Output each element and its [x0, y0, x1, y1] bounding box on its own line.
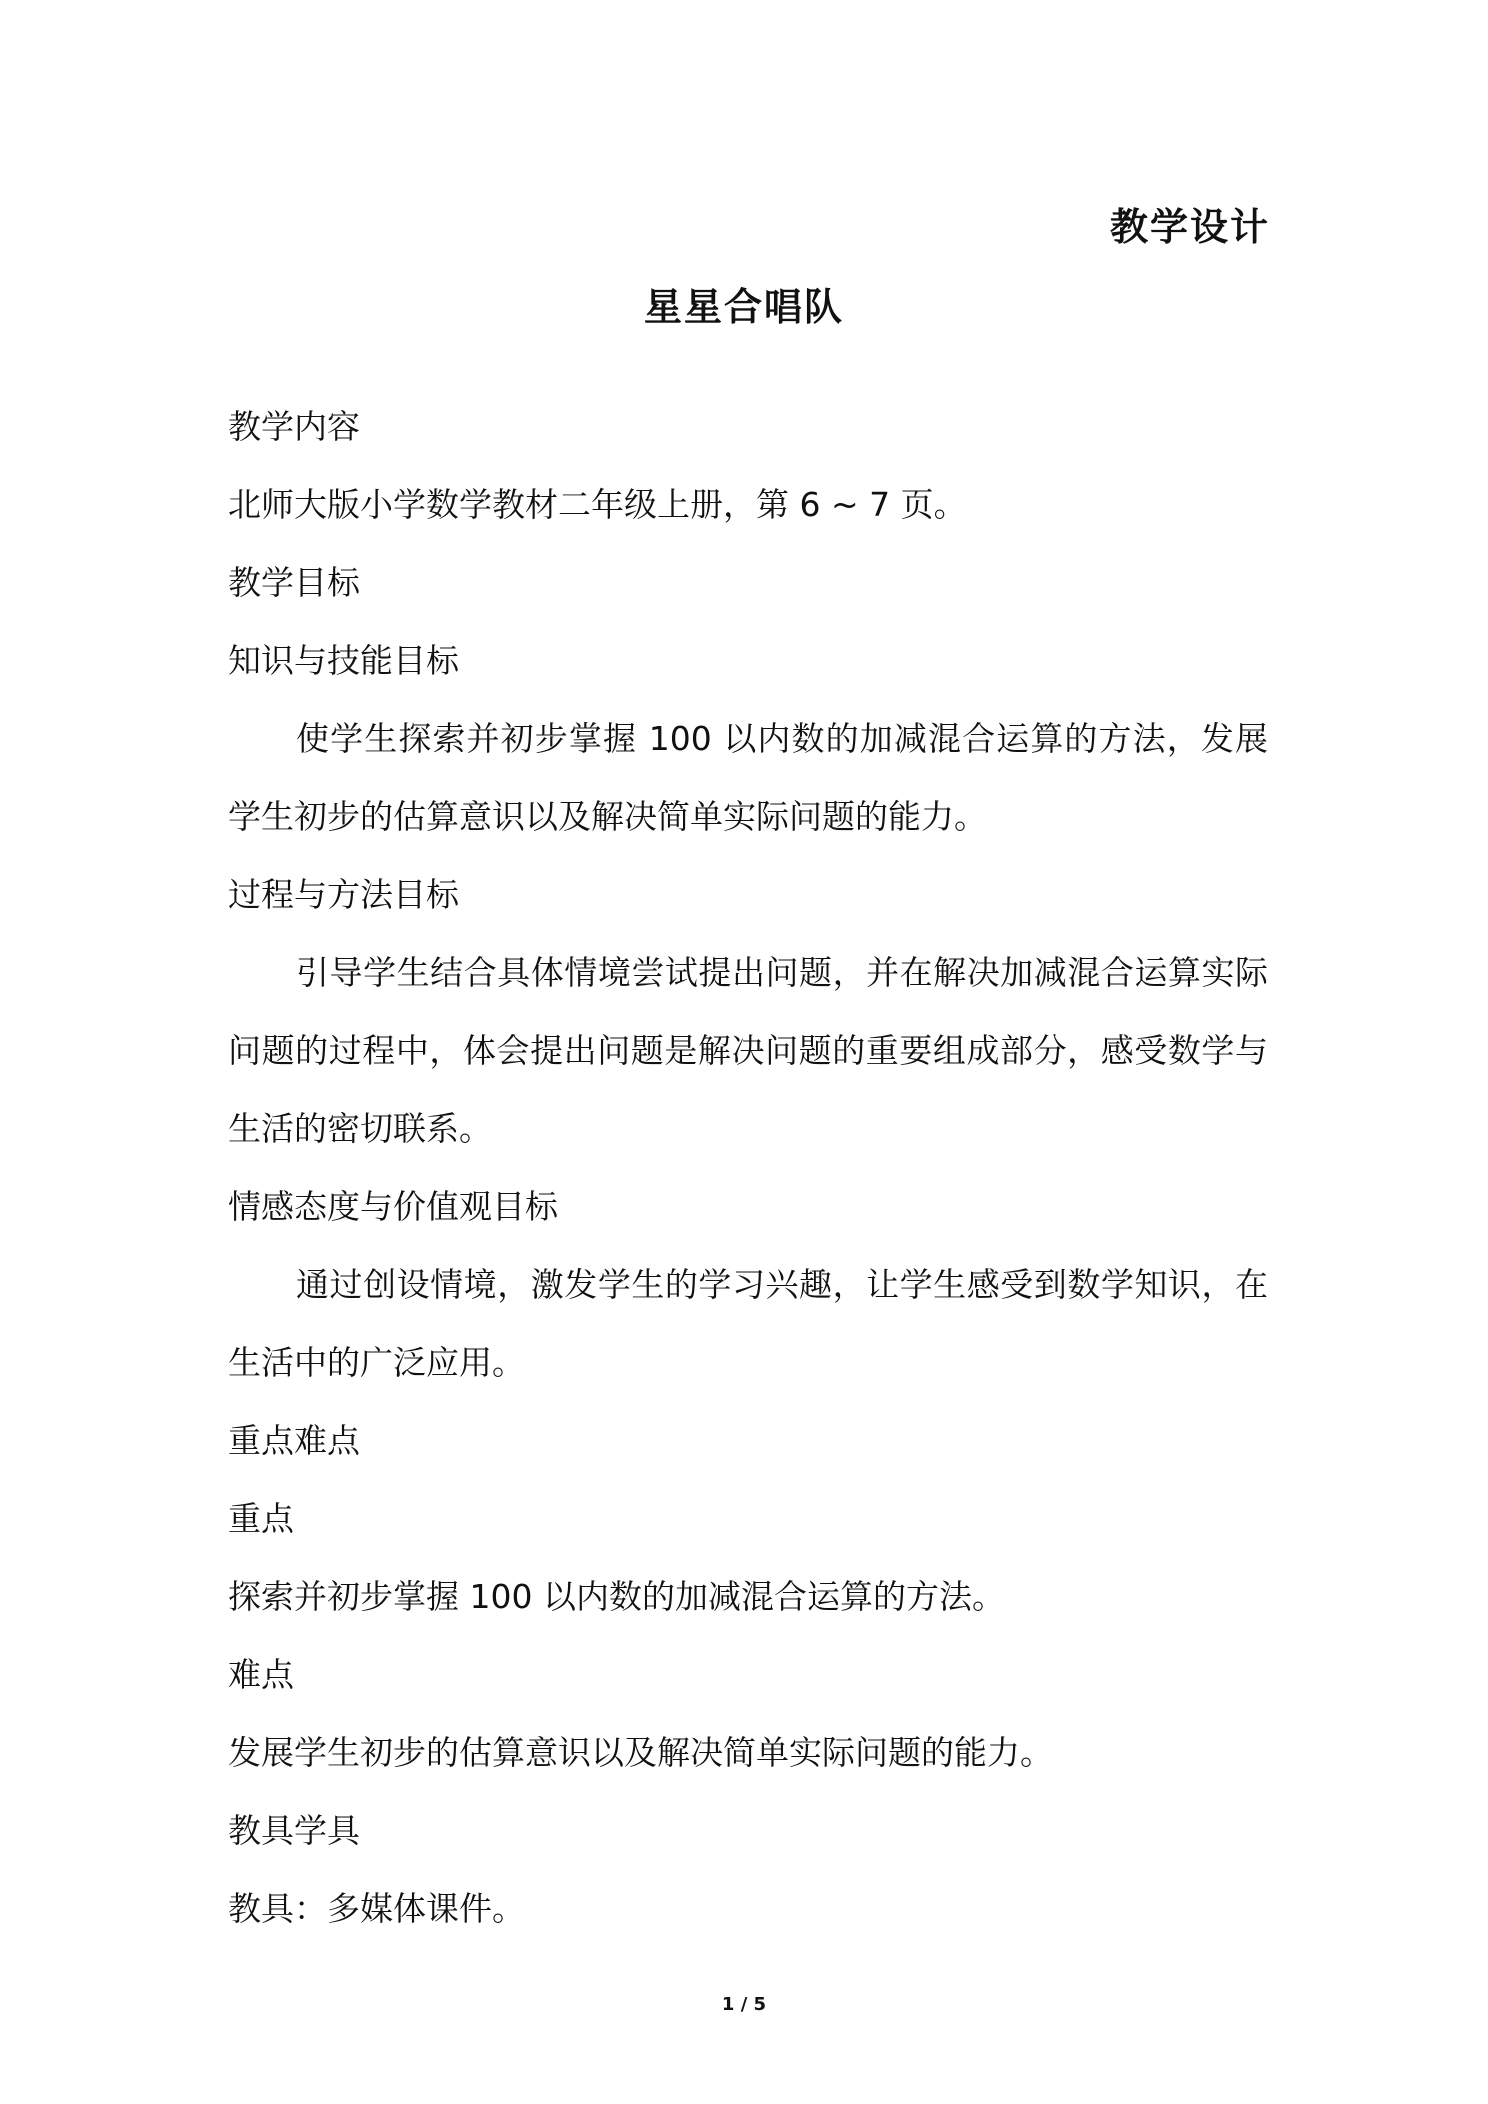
teacher-tools-text: 教具：多媒体课件。	[228, 1889, 525, 1928]
section-heading-key-points: 重点难点	[228, 1421, 360, 1460]
subheading-difficulty: 难点	[228, 1655, 294, 1694]
document-type-label: 教学设计	[1109, 205, 1270, 249]
page-number: 1 / 5	[721, 1994, 767, 2015]
subheading-emotion: 情感态度与价值观目标	[228, 1187, 558, 1226]
knowledge-text: 使学生探索并初步掌握 100 以内数的加减混合运算的方法，发展学生初步的估算意识以及解决简单实际问题的能力。	[228, 719, 1268, 836]
lesson-title: 星星合唱队	[643, 285, 844, 329]
difficulty-text: 发展学生初步的估算意识以及解决简单实际问题的能力。	[228, 1733, 1053, 1772]
document-body	[228, 388, 1268, 1948]
subheading-key: 重点	[228, 1499, 294, 1538]
process-text: 引导学生结合具体情境尝试提出问题，并在解决加减混合运算实际问题的过程中，体会提出问题是解决问题的重要组成部分，感受数学与生活的密切联系。	[228, 953, 1268, 1148]
key-text: 探索并初步掌握 100 以内数的加减混合运算的方法。	[228, 1577, 1005, 1616]
subheading-knowledge: 知识与技能目标	[228, 641, 459, 680]
subheading-process: 过程与方法目标	[228, 875, 459, 914]
emotion-text: 通过创设情境，激发学生的学习兴趣，让学生感受到数学知识，在生活中的广泛应用。	[228, 1265, 1268, 1382]
section-heading-content: 教学内容	[228, 407, 360, 446]
content-text: 北师大版小学数学教材二年级上册，第 6 ~ 7 页。	[228, 485, 967, 524]
section-heading-tools: 教具学具	[228, 1811, 360, 1850]
section-heading-goals: 教学目标	[228, 563, 360, 602]
